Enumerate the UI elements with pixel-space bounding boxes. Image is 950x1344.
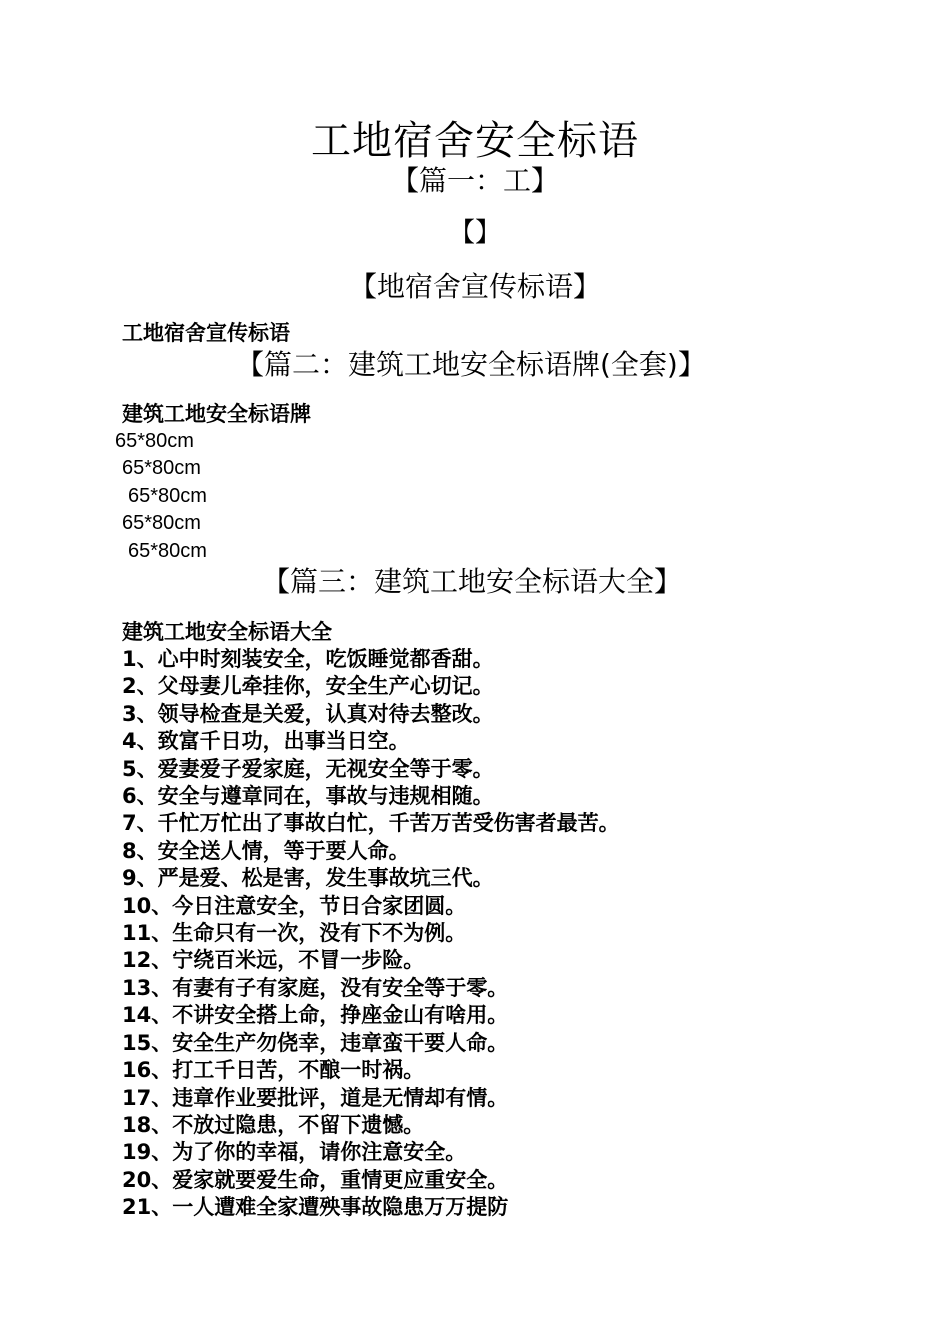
size-line: 65*80cm (128, 485, 207, 507)
slogan-item: 6、安全与遵章同在，事故与违规相随。 (122, 784, 494, 809)
slogan-item: 19、为了你的幸福，请你注意安全。 (122, 1140, 467, 1165)
size-line: 65*80cm (128, 540, 207, 562)
slogan-item: 5、爱妻爱子爱家庭，无视安全等于零。 (122, 756, 494, 781)
slogan-item: 12、宁绕百米远，不冒一步险。 (122, 948, 425, 973)
size-line: 65*80cm (122, 457, 201, 479)
part3-heading: 【篇三：建筑工地安全标语大全】 (262, 565, 683, 598)
page-title: 工地宿舍安全标语 (311, 118, 639, 164)
size-line: 65*80cm (122, 512, 201, 534)
part1-subheading: 【地宿舍宣传标语】 (348, 270, 601, 303)
slogan-item: 11、生命只有一次，没有下不为例。 (122, 921, 467, 946)
slogan-item: 3、领导检查是关爱，认真对待去整改。 (122, 701, 494, 726)
size-line: 65*80cm (115, 430, 194, 452)
slogan-item: 13、有妻有子有家庭，没有安全等于零。 (122, 975, 509, 1000)
slogan-item: 20、爱家就要爱生命，重情更应重安全。 (122, 1167, 509, 1192)
slogan-item: 15、安全生产勿侥幸，违章蛮干要人命。 (122, 1030, 509, 1055)
slogan-item: 9、严是爱、松是害，发生事故坑三代。 (122, 866, 494, 891)
part1-heading: 【篇一：工】 (390, 164, 559, 197)
slogan-item: 10、今日注意安全，节日合家团圆。 (122, 893, 467, 918)
slogan-item: 4、致富千日功，出事当日空。 (122, 729, 410, 754)
bracket-line: 【】 (448, 218, 501, 248)
slogan-item: 7、千忙万忙出了事故白忙，千苦万苦受伤害者最苦。 (122, 811, 620, 836)
slogan-item: 8、安全送人情，等于要人命。 (122, 838, 410, 863)
part3-text: 建筑工地安全标语大全 (122, 620, 332, 644)
slogan-item: 17、违章作业要批评，道是无情却有情。 (122, 1085, 509, 1110)
slogan-item: 18、不放过隐患，不留下遗憾。 (122, 1112, 425, 1137)
slogan-item: 2、父母妻儿牵挂你，安全生产心切记。 (122, 674, 494, 699)
slogan-item: 14、不讲安全搭上命，挣座金山有啥用。 (122, 1003, 509, 1028)
slogan-item: 1、心中时刻装安全，吃饭睡觉都香甜。 (122, 647, 494, 671)
part2-text: 建筑工地安全标语牌 (122, 402, 311, 426)
slogan-item: 16、打工千日苦，不酿一时祸。 (122, 1058, 425, 1083)
slogan-list (122, 646, 620, 1222)
slogan-item: 21、一人遭难全家遭殃事故隐患万万提防 (122, 1195, 509, 1220)
part2-heading: 【篇二：建筑工地安全标语牌(全套)】 (236, 348, 706, 381)
part1-text: 工地宿舍宣传标语 (122, 321, 290, 345)
